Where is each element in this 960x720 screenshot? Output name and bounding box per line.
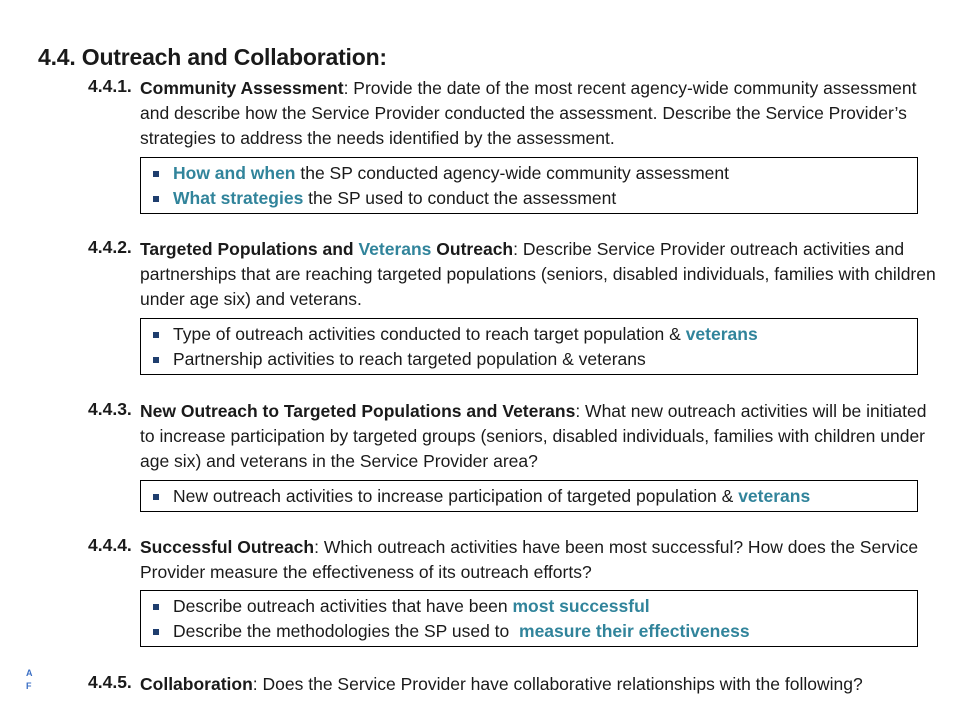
subsection-title: Successful Outreach: [140, 537, 315, 557]
bullet-text: Partnership activities to reach targeted population & veterans: [173, 349, 646, 369]
margin-fragment-bottom: F: [26, 681, 32, 691]
section-heading: 4.4. Outreach and Collaboration:: [38, 44, 387, 70]
subsection-number: 4.4.3.: [88, 399, 132, 419]
guidance-bullet: [153, 322, 917, 347]
bullet-highlight: measure their effectiveness: [519, 621, 750, 641]
bullet-text: New outreach activities to increase participation of targeted population &: [173, 486, 739, 506]
guidance-box-4-4-4: [140, 590, 918, 647]
subsection-4-4-4: [88, 535, 938, 585]
subsection-text: [140, 535, 938, 585]
guidance-box-4-4-1: [140, 157, 918, 214]
subsection-title: Collaboration: [140, 674, 253, 694]
subsection-4-4-5: [88, 672, 938, 697]
bullet-highlight: most successful: [512, 596, 650, 616]
bullet-square-icon: [153, 171, 159, 177]
bullet-text: Describe outreach activities that have been: [173, 596, 513, 616]
subsection-body: : Does the Service Provider have collaborative relationships with the following?: [252, 674, 863, 694]
guidance-box-4-4-2: [140, 318, 918, 375]
guidance-bullet: [153, 594, 917, 619]
subsection-number: 4.4.4.: [88, 535, 132, 555]
subsection-title-end: Outreach: [431, 239, 514, 259]
bullet-highlight: What strategies: [173, 188, 304, 208]
subsection-number: 4.4.1.: [88, 76, 132, 96]
bullet-highlight: veterans: [685, 324, 758, 344]
subsection-title: Targeted Populations and: [140, 239, 359, 259]
margin-fragment-top: A: [26, 668, 33, 678]
subsection-body: : Describe Service Provider outreach activities and partnerships that are reaching targeted populations (seniors, disabled individuals, families with children under age six) and veterans.: [140, 239, 936, 309]
bullet-text: the SP conducted agency-wide community assessment: [295, 163, 730, 183]
guidance-bullet: [153, 347, 917, 372]
bullet-highlight: veterans: [738, 486, 811, 506]
guidance-box-4-4-3: [140, 480, 918, 512]
subsection-text: [140, 399, 938, 474]
subsection-4-4-2: [88, 237, 938, 312]
subsection-text: [140, 672, 938, 697]
subsection-4-4-3: [88, 399, 938, 474]
subsection-4-4-1: [88, 76, 938, 151]
subsection-body: : Provide the date of the most recent agency-wide community assessment and describe how the Service Provider conducted the assessment. Describe the Service Provider’s strategies to address the needs identified by the assessment.: [140, 78, 917, 148]
subsection-text: [140, 237, 938, 312]
bullet-text: Describe the methodologies the SP used to: [173, 621, 520, 641]
bullet-square-icon: [153, 357, 159, 363]
subsection-text: [140, 76, 938, 151]
guidance-bullet: [153, 186, 917, 211]
guidance-bullet: [153, 619, 917, 644]
bullet-text: Type of outreach activities conducted to reach target population &: [173, 324, 686, 344]
subsection-title-highlight: Veterans: [358, 239, 432, 259]
bullet-square-icon: [153, 332, 159, 338]
subsection-number: 4.4.5.: [88, 672, 132, 692]
guidance-bullet: [153, 161, 917, 186]
bullet-highlight: How and when: [173, 163, 296, 183]
bullet-square-icon: [153, 604, 159, 610]
guidance-bullet: [153, 484, 917, 509]
subsection-number: 4.4.2.: [88, 237, 132, 257]
subsection-title: Community Assessment: [140, 78, 344, 98]
subsection-body: : What new outreach activities will be initiated to increase participation by targeted groups (seniors, disabled individuals, families with children under age six) and veterans in the Service Provider area?: [140, 401, 927, 471]
bullet-square-icon: [153, 494, 159, 500]
bullet-square-icon: [153, 629, 159, 635]
bullet-square-icon: [153, 196, 159, 202]
bullet-text: the SP used to conduct the assessment: [303, 188, 617, 208]
subsection-body: : Which outreach activities have been most successful? How does the Service Provider measure the effectiveness of its outreach efforts?: [140, 537, 919, 582]
subsection-title: New Outreach to Targeted Populations and Veterans: [140, 401, 576, 421]
